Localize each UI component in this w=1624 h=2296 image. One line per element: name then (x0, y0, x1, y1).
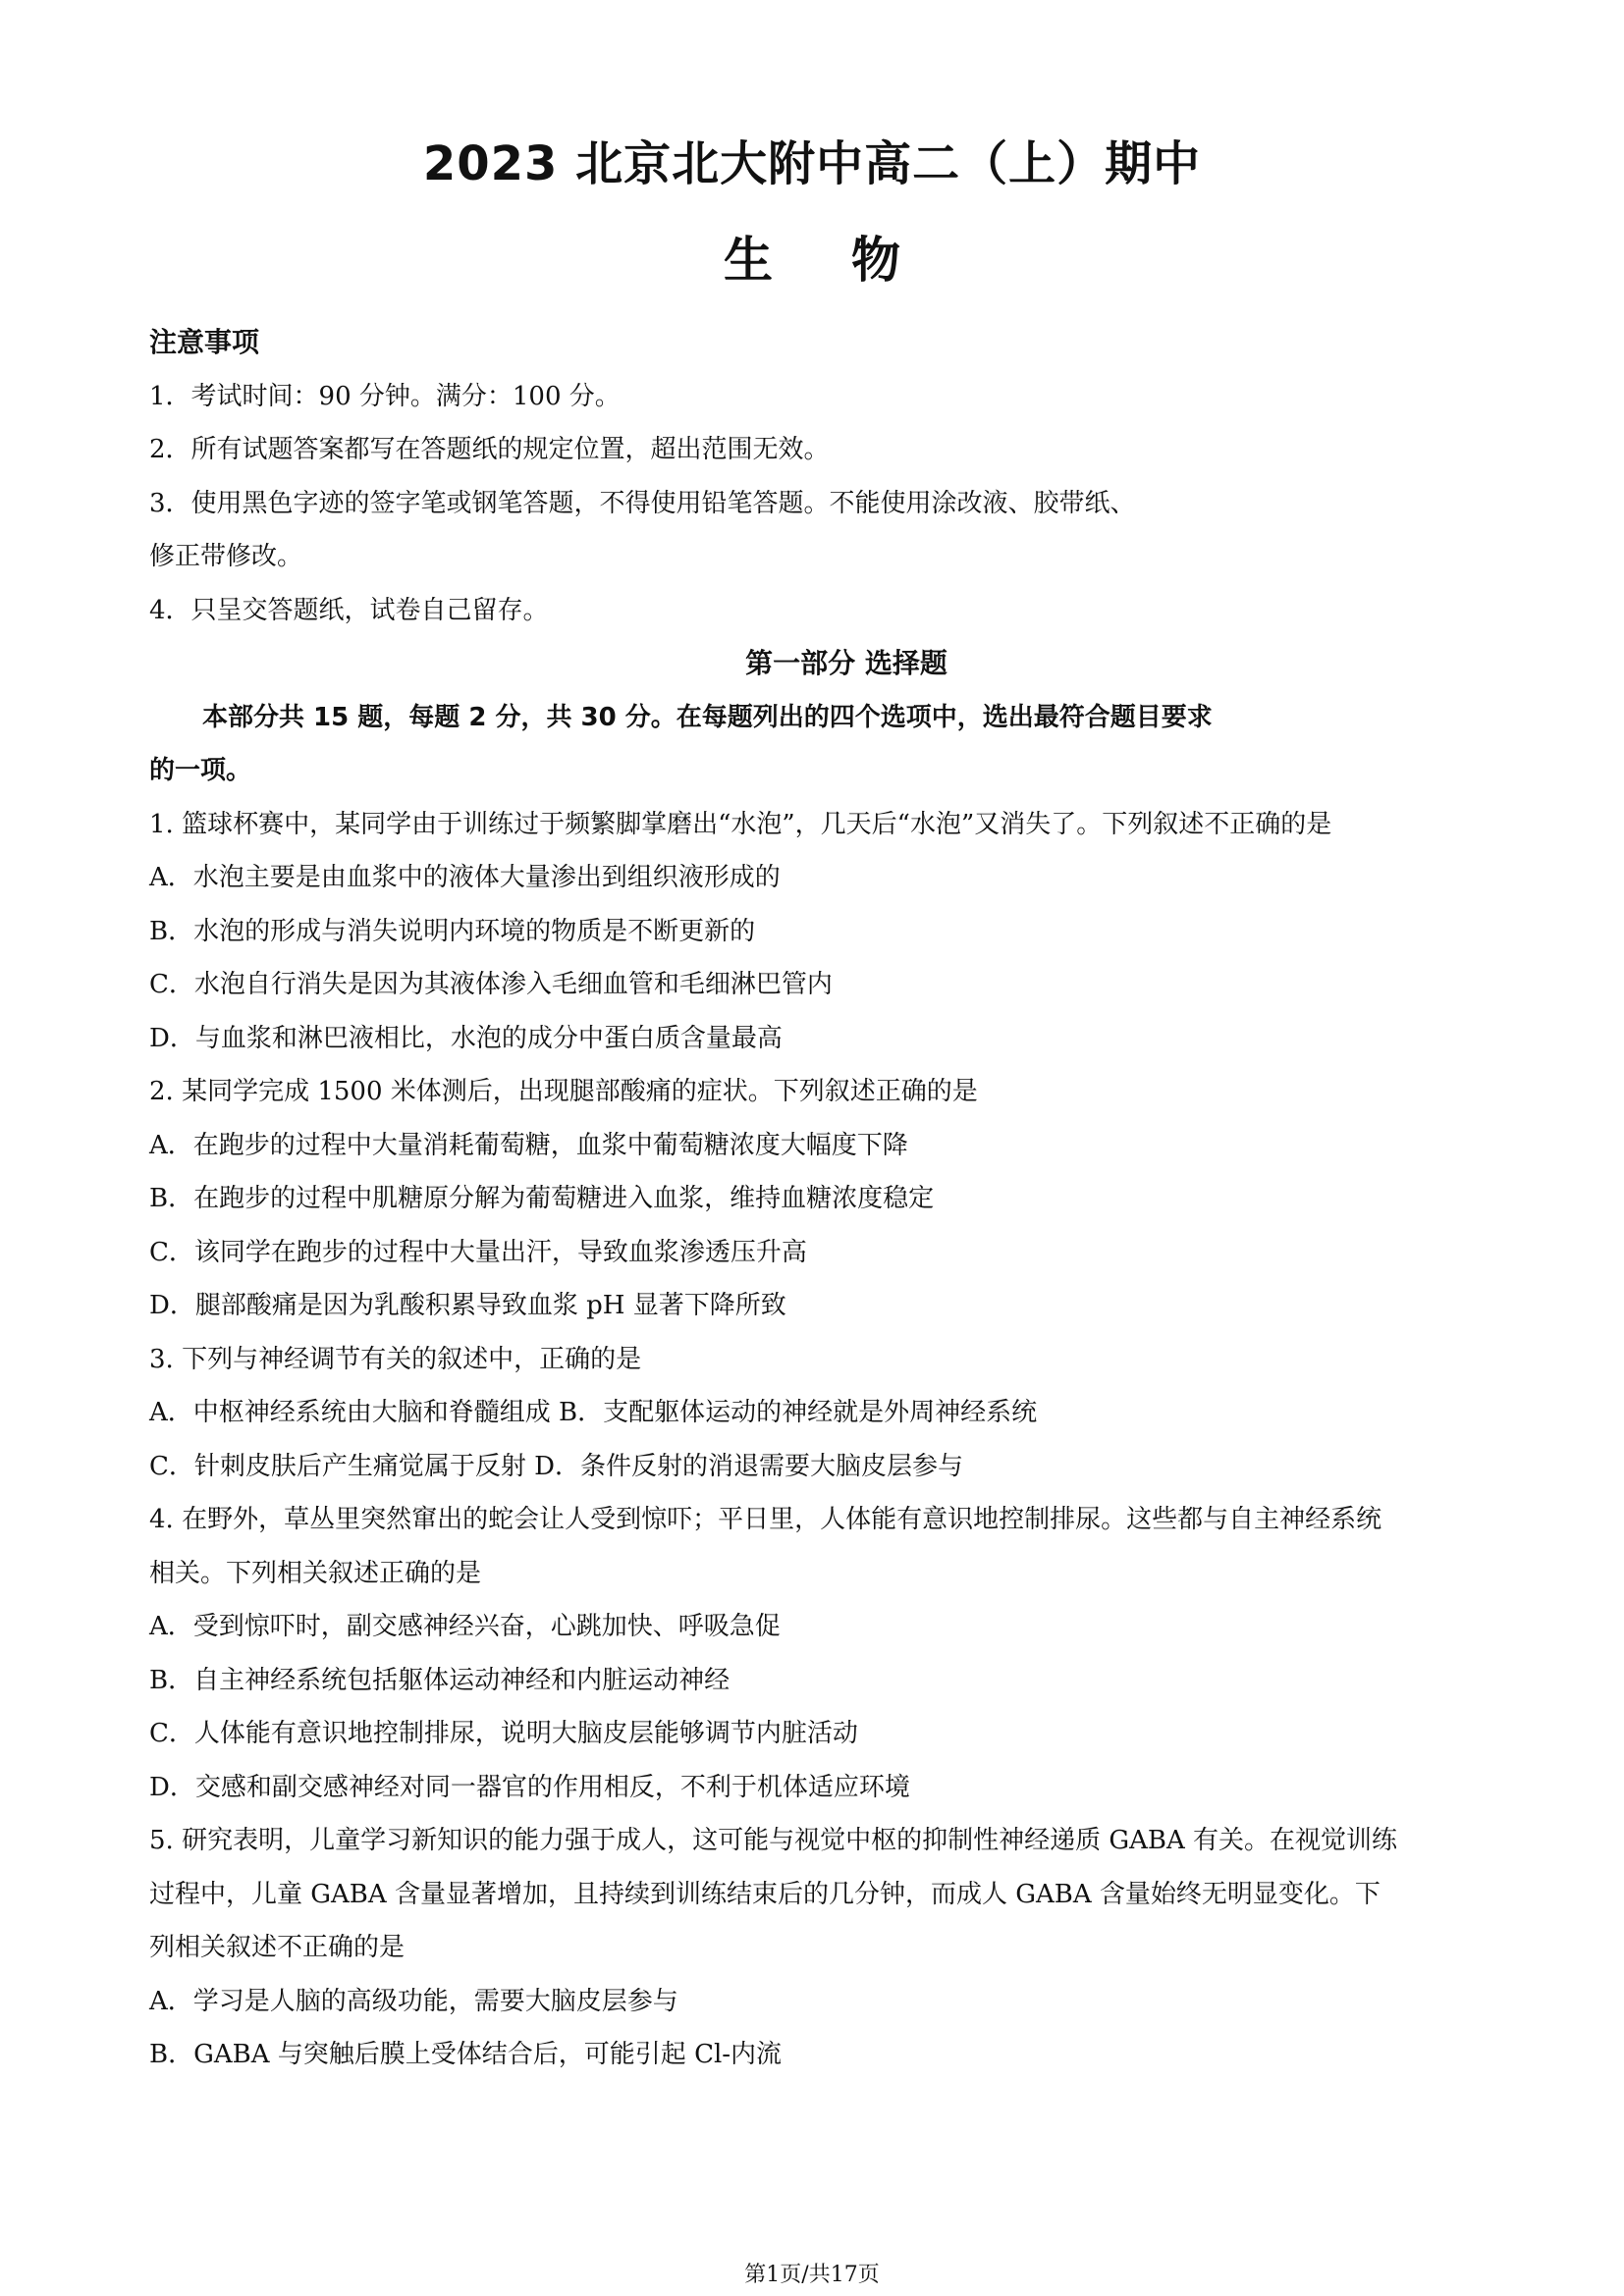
question-stem: 过程中，儿童 GABA 含量显著增加，且持续到训练结束后的几分钟，而成人 GABA 含量始终无明显变化。下 (149, 1879, 1380, 1909)
question-stem: 1. 篮球杯赛中，某同学由于训练过于频繁脚掌磨出“水泡”，几天后“水泡”又消失了。下列叙述不正确的是 (149, 809, 1332, 839)
option-b: B．在跑步的过程中肌糖原分解为葡萄糖进入血浆，维持血糖浓度稳定 (149, 1184, 935, 1213)
question-stem: 5. 研究表明，儿童学习新知识的能力强于成人，这可能与视觉中枢的抑制性神经递质 GABA 有关。在视觉训练 (149, 1826, 1398, 1855)
option-b: B．水泡的形成与消失说明内环境的物质是不断更新的 (149, 916, 756, 946)
question-stem: 4. 在野外，草丛里突然窜出的蛇会让人受到惊吓；平日里，人体能有意识地控制排尿。这些都与自主神经系统 (149, 1505, 1382, 1534)
question-4 (149, 1493, 1485, 1814)
notice-item: 3．使用黑色字迹的签字笔或钢笔答题，不得使用铅笔答题。不能使用涂改液、胶带纸、 (149, 488, 1136, 518)
question-stem: 3. 下列与神经调节有关的叙述中，正确的是 (149, 1344, 642, 1374)
option-d: D．腿部酸痛是因为乳酸积累导致血浆 pH 显著下降所致 (149, 1291, 786, 1320)
option-d: D．与血浆和淋巴液相比，水泡的成分中蛋白质含量最高 (149, 1023, 783, 1053)
part1-intro-line: 本部分共 15 题，每题 2 分，共 30 分。在每题列出的四个选项中，选出最符合题目要求 (202, 702, 1213, 732)
option-c: C．水泡自行消失是因为其液体渗入毛细血管和毛细淋巴管内 (149, 970, 833, 999)
option-b: B．自主神经系统包括躯体运动神经和内脏运动神经 (149, 1665, 731, 1695)
question-stem: 2. 某同学完成 1500 米体测后，出现腿部酸痛的症状。下列叙述正确的是 (149, 1077, 978, 1106)
option-cd: C．针刺皮肤后产生痛觉属于反射 D．条件反射的消退需要大脑皮层参与 (149, 1451, 964, 1481)
subject-title: 生物 (724, 232, 979, 289)
notice-heading: 注意事项 (149, 326, 260, 358)
notice-item: 4．只呈交答题纸，试卷自己留存。 (149, 595, 549, 625)
exam-content (149, 316, 1485, 2082)
notice-item: 修正带修改。 (149, 542, 303, 571)
option-a: A．在跑步的过程中大量消耗葡萄糖，血浆中葡萄糖浓度大幅度下降 (149, 1130, 908, 1160)
option-c: C．该同学在跑步的过程中大量出汗，导致血浆渗透压升高 (149, 1237, 807, 1267)
question-stem: 相关。下列相关叙述正确的是 (149, 1558, 482, 1588)
question-2 (149, 1065, 1485, 1333)
notice-item: 2．所有试题答案都写在答题纸的规定位置，超出范围无效。 (149, 435, 830, 464)
option-a: A．学习是人脑的高级功能，需要大脑皮层参与 (149, 1986, 678, 2016)
option-a: A．水泡主要是由血浆中的液体大量渗出到组织液形成的 (149, 863, 781, 892)
question-stem: 列相关叙述不正确的是 (149, 1933, 406, 1962)
part1-intro-line: 的一项。 (149, 756, 252, 785)
question-5 (149, 1814, 1485, 2082)
option-c: C．人体能有意识地控制排尿，说明大脑皮层能够调节内脏活动 (149, 1719, 858, 1748)
question-3 (149, 1333, 1485, 1494)
exam-title: 2023 北京北大附中高二（上）期中 (422, 136, 1202, 191)
part1-heading: 第一部分 选择题 (745, 647, 947, 679)
notice-list (149, 370, 1485, 638)
option-ab: A．中枢神经系统由大脑和脊髓组成 B．支配躯体运动的神经就是外周神经系统 (149, 1398, 1038, 1427)
option-b: B．GABA 与突触后膜上受体结合后，可能引起 Cl-内流 (149, 2040, 783, 2069)
option-d: D．交感和副交感神经对同一器官的作用相反，不利于机体适应环境 (149, 1772, 910, 1802)
question-1 (149, 798, 1485, 1066)
option-a: A．受到惊吓时，副交感神经兴奋，心跳加快、呼吸急促 (149, 1612, 781, 1641)
notice-item: 1．考试时间：90 分钟。满分：100 分。 (149, 381, 621, 411)
page-number: 第1页/共17页 (744, 2263, 880, 2287)
